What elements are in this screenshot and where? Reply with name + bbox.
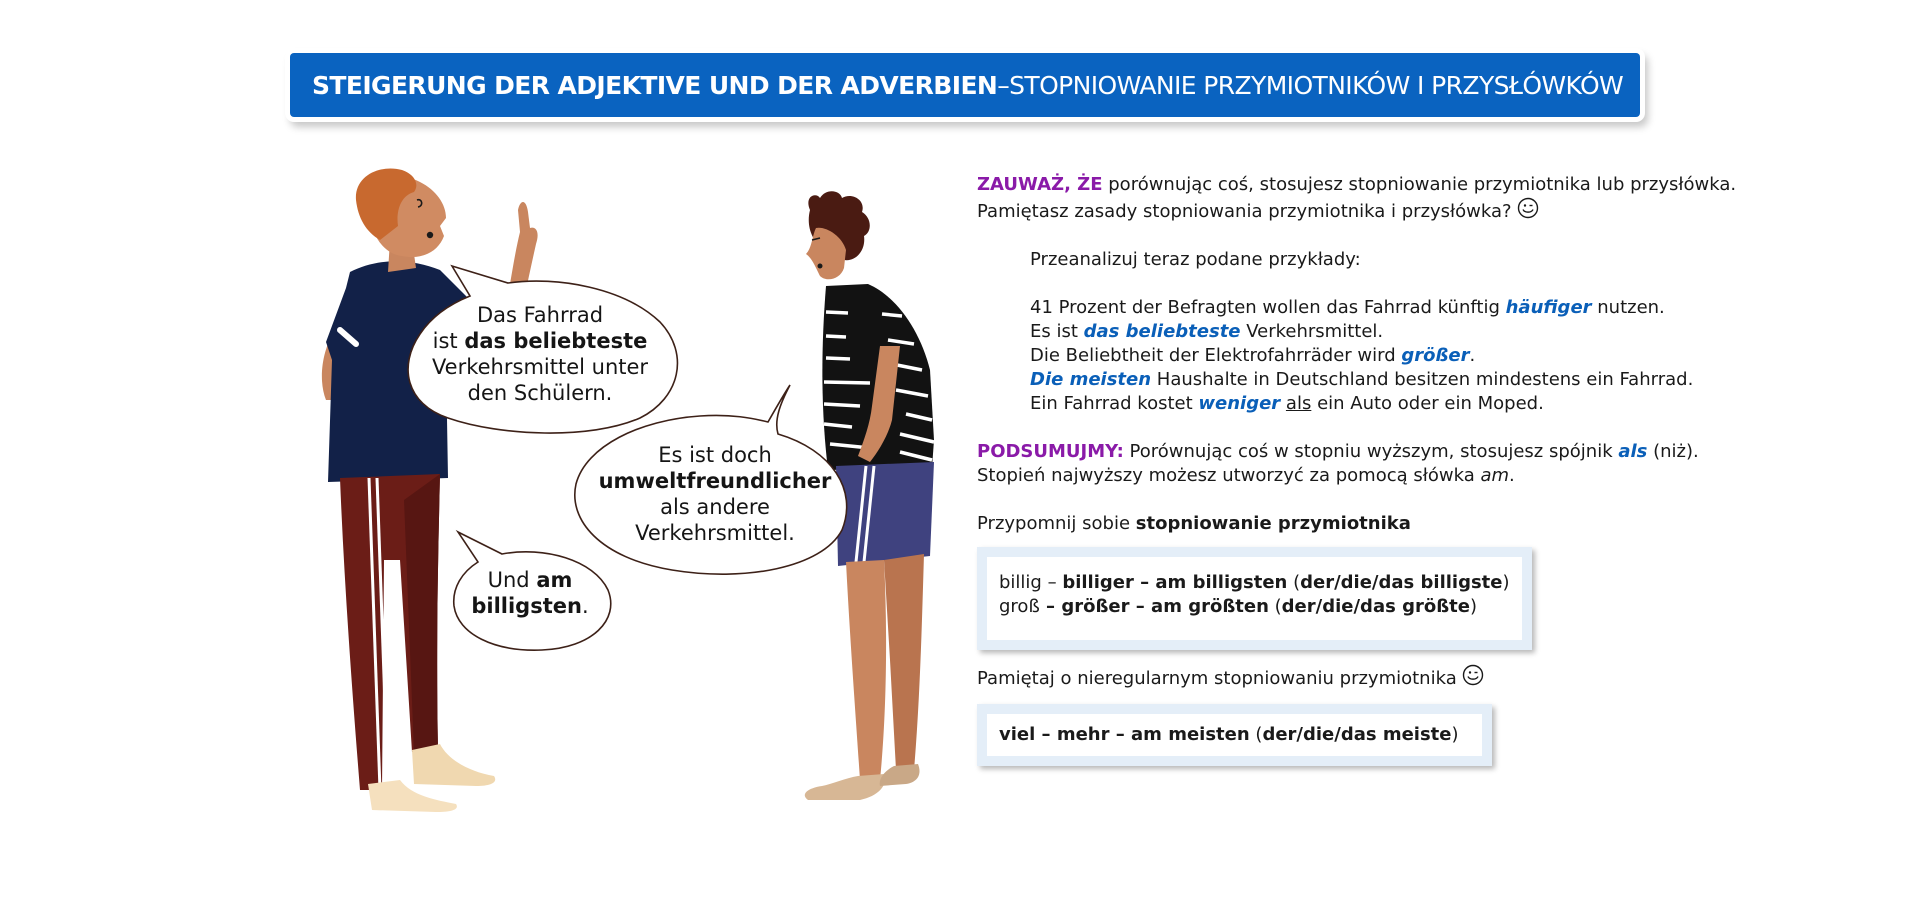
viel-superlative: am meisten <box>1131 724 1250 745</box>
bubble1-line2 <box>420 328 660 354</box>
regular-comparison-box <box>977 547 1532 650</box>
bubble1-line4: den Schülern. <box>467 381 613 405</box>
regular-comparison-content <box>987 557 1522 640</box>
example-4 <box>977 368 1777 392</box>
example-1-highlight: häufiger <box>1505 297 1592 318</box>
bubble3-line2-post: . <box>581 594 589 618</box>
row1-sep1: – <box>1041 572 1063 593</box>
example-2 <box>977 320 1777 344</box>
viel-base: viel <box>999 724 1036 745</box>
bubble1-line3: Verkehrsmittel unter <box>431 355 649 379</box>
row1-close: ) <box>1502 572 1510 593</box>
example-3-pre: Die Beliebtheit der Elektrofahrräder wird <box>1030 345 1402 366</box>
summary-text-2-italic: am <box>1480 465 1510 486</box>
example-5 <box>977 392 1777 416</box>
viel-close: ) <box>1451 724 1459 745</box>
reminder-bold: stopniowanie przymiotnika <box>1135 513 1411 534</box>
example-1-pre: 41 Prozent der Befragten wollen das Fahrrad künftig <box>1030 297 1506 318</box>
row2-close: ) <box>1469 596 1477 617</box>
bubble3-line1-bold: am <box>536 568 573 592</box>
summary-text-1-highlight: als <box>1618 441 1648 462</box>
wink-smiley-icon <box>1462 664 1484 686</box>
row1-base: billig <box>999 572 1042 593</box>
reminder-line <box>977 512 1777 536</box>
row2-superlative: am größten <box>1151 596 1269 617</box>
intro-line-1 <box>977 173 1777 197</box>
bubble2-line4: Verkehrsmittel. <box>635 521 795 545</box>
example-4-highlight: Die meisten <box>1030 369 1152 390</box>
summary-text-2-post: . <box>1509 465 1515 486</box>
bubble1-line2-bold: das beliebteste <box>464 329 648 353</box>
title-separator: – <box>997 70 1010 100</box>
row2-comparative: größer <box>1061 596 1130 617</box>
example-5-underlined: als <box>1285 393 1312 414</box>
bubble3-line1-pre: Und <box>487 568 537 592</box>
summary-text-2-pre: Stopień najwyższy możesz utworzyć za pomocą słówka <box>977 465 1481 486</box>
bubble2-line3: als andere <box>660 495 770 519</box>
irregular-note <box>977 664 1484 691</box>
illustration-two-students <box>300 160 950 820</box>
viel-comparative: mehr <box>1056 724 1110 745</box>
row1-comparative: billiger <box>1062 572 1134 593</box>
summary-text-1-post: (niż). <box>1647 441 1699 462</box>
title-polish: STOPNIOWANIE PRZYMIOTNIKÓW I PRZYSŁÓWKÓW <box>1009 70 1624 100</box>
viel-article-form: der/die/das meiste <box>1262 724 1452 745</box>
summary-line-2 <box>977 464 1777 488</box>
example-2-pre: Es ist <box>1030 321 1084 342</box>
speech-bubble-1-text <box>420 302 660 406</box>
irregular-text: Pamiętaj o nieregularnym stopniowaniu przymiotnika <box>977 668 1457 689</box>
row2-base: groß <box>999 596 1040 617</box>
row2-open: ( <box>1268 596 1282 617</box>
irregular-comparison-content <box>987 714 1482 756</box>
row1-open: ( <box>1287 572 1301 593</box>
title-german: STEIGERUNG DER ADJEKTIVE UND DER ADVERBIEN <box>312 70 998 100</box>
comparison-row-billig <box>999 571 1508 595</box>
example-3-post: . <box>1469 345 1476 366</box>
wink-smiley-icon <box>1517 197 1539 219</box>
left-boy-figure <box>322 168 538 812</box>
speech-bubble-2-text <box>580 442 850 546</box>
comparison-row-gross <box>999 595 1508 619</box>
comparison-row-viel <box>999 723 1468 747</box>
summary-line-1 <box>977 440 1777 464</box>
example-5-pre: Ein Fahrrad kostet <box>1030 393 1199 414</box>
irregular-comparison-box <box>977 704 1492 766</box>
page-title-banner <box>290 53 1640 117</box>
bubble3-line2-bold: billigsten <box>471 594 582 618</box>
viel-sep1: – <box>1035 724 1057 745</box>
row2-sep1: – <box>1039 596 1062 617</box>
row1-superlative: am billigsten <box>1155 572 1288 593</box>
explanation-text <box>977 173 1777 536</box>
intro-label: ZAUWAŻ, ŻE <box>977 174 1103 195</box>
summary-text-1-pre: Porównując coś w stopniu wyższym, stosujesz spójnik <box>1123 441 1619 462</box>
intro-line-2 <box>977 197 1777 224</box>
bubble1-line2-pre: ist <box>432 329 465 353</box>
example-5-highlight: weniger <box>1198 393 1281 414</box>
example-1-post: nutzen. <box>1591 297 1665 318</box>
bubble1-line1: Das Fahrrad <box>476 303 604 327</box>
example-4-post: Haushalte in Deutschland besitzen mindestens ein Fahrrad. <box>1151 369 1694 390</box>
bubble2-line1: Es ist doch <box>658 443 772 467</box>
example-2-post: Verkehrsmittel. <box>1240 321 1384 342</box>
example-3-highlight: größer <box>1401 345 1470 366</box>
row2-sep2: – <box>1129 596 1152 617</box>
example-1 <box>977 296 1777 320</box>
speech-bubble-3-text <box>465 567 595 619</box>
row1-article-form: der/die/das billigste <box>1300 572 1503 593</box>
viel-open: ( <box>1249 724 1263 745</box>
bubble2-line2-bold: umweltfreundlicher <box>598 469 832 493</box>
row1-sep2: – <box>1133 572 1156 593</box>
viel-sep2: – <box>1109 724 1132 745</box>
example-5-post: ein Auto oder ein Moped. <box>1311 393 1544 414</box>
example-3 <box>977 344 1777 368</box>
reminder-pre: Przypomnij sobie <box>977 513 1136 534</box>
summary-label: PODSUMUJMY: <box>977 441 1124 462</box>
intro-text-1: porównując coś, stosujesz stopniowanie przymiotnika lub przysłówka. <box>1102 174 1737 195</box>
intro-text-2: Pamiętasz zasady stopniowania przymiotnika i przysłówka? <box>977 201 1512 222</box>
example-2-highlight: das beliebteste <box>1083 321 1241 342</box>
examples-heading: Przeanalizuj teraz podane przykłady: <box>1030 249 1361 270</box>
row2-article-form: der/die/das größte <box>1281 596 1470 617</box>
